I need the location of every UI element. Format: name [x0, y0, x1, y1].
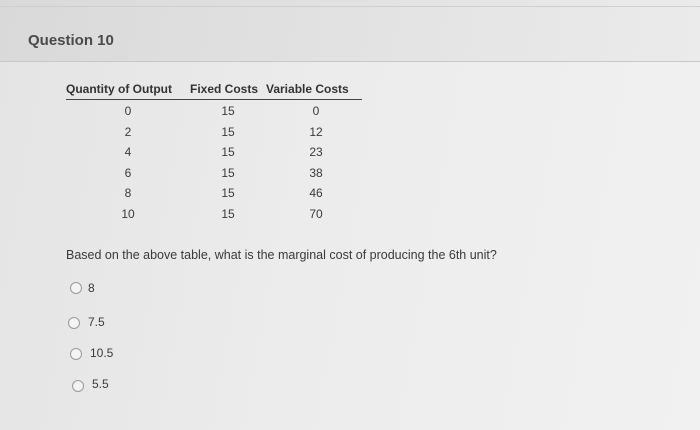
radio-button[interactable]	[68, 317, 80, 329]
cell-quantity: 0	[124, 104, 132, 118]
table-header-row	[66, 80, 362, 100]
cell-variable-costs: 46	[309, 186, 323, 200]
table-row	[66, 203, 362, 224]
cell-fixed-costs: 15	[221, 124, 235, 139]
cell-variable-costs: 70	[309, 206, 323, 221]
cell-fixed-costs: 15	[221, 186, 235, 200]
radio-button[interactable]	[70, 348, 82, 360]
column-header-fixed-costs: Fixed Costs	[190, 82, 259, 96]
cost-table	[66, 80, 362, 223]
column-header-quantity: Quantity of Output	[66, 82, 172, 96]
table-row	[66, 162, 362, 183]
question-title: Question 10	[28, 32, 114, 49]
table-row	[66, 182, 362, 203]
table-row	[66, 121, 362, 142]
radio-button[interactable]	[72, 380, 84, 392]
divider	[0, 6, 700, 7]
question-header	[0, 0, 700, 62]
cell-fixed-costs: 15	[221, 165, 235, 180]
answer-option[interactable]	[70, 345, 140, 361]
radio-button[interactable]	[70, 282, 82, 294]
cell-quantity: 6	[124, 165, 132, 180]
column-header-variable-costs: Variable Costs	[266, 82, 349, 96]
answer-option-label: 8	[88, 281, 95, 295]
cell-variable-costs: 38	[309, 165, 323, 180]
answer-option[interactable]	[72, 376, 132, 392]
answer-option-label: 7.5	[88, 315, 105, 329]
table-row	[66, 100, 362, 121]
answer-option-label: 5.5	[92, 377, 109, 391]
question-prompt: Based on the above table, what is the marginal cost of producing the 6th unit?	[66, 248, 497, 262]
cell-variable-costs: 0	[312, 104, 320, 118]
cell-fixed-costs: 15	[221, 206, 235, 221]
cell-quantity: 4	[124, 145, 132, 159]
cell-fixed-costs: 15	[221, 145, 235, 159]
answer-option[interactable]	[68, 314, 128, 330]
cell-quantity: 10	[121, 206, 135, 221]
answer-option-label: 10.5	[90, 346, 114, 360]
cell-fixed-costs: 15	[221, 104, 235, 118]
cell-quantity: 2	[124, 124, 132, 139]
cell-quantity: 8	[124, 186, 132, 200]
cell-variable-costs: 12	[309, 124, 323, 139]
table-row	[66, 141, 362, 162]
answer-option[interactable]	[70, 280, 130, 296]
cell-variable-costs: 23	[309, 145, 323, 159]
